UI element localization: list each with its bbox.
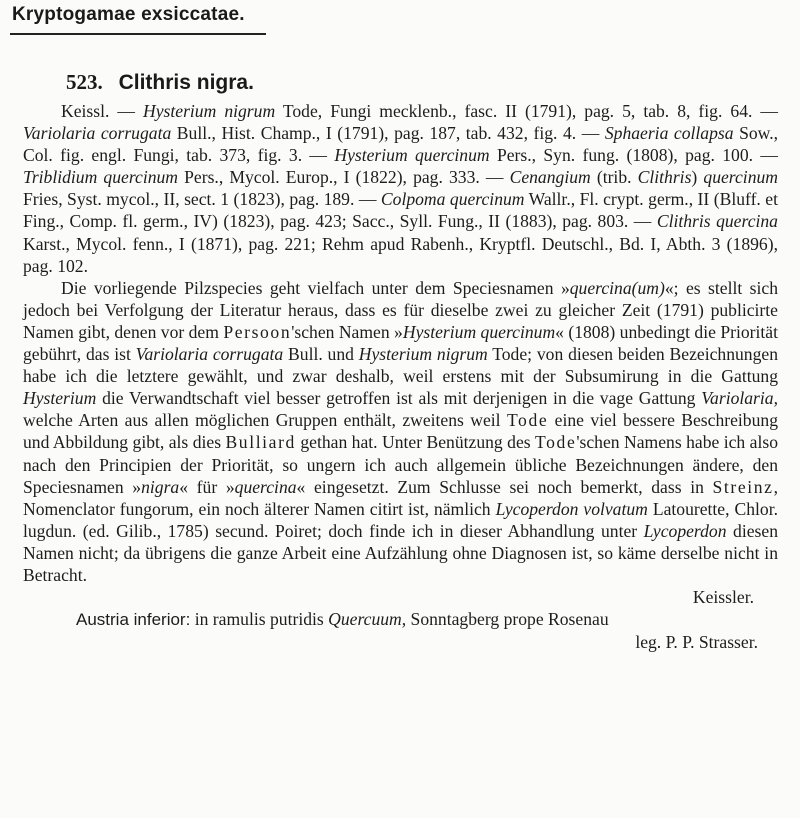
italic-taxon-run: Sphaeria collapsa [604, 123, 734, 144]
page-header: Kryptogamae exsiccatae. [12, 4, 245, 25]
text-run: Tode, Fungi mecklenb., fasc. II (1791), pag. 5, tab. 8, fig. 64. — [275, 101, 778, 121]
discussion-paragraph [23, 277, 778, 586]
italic-taxon-run: Lycoperdon [643, 520, 727, 541]
text-run: die Verwandtschaft viel besser getroffen ist als mit derjenigen in die vage Gattung [96, 388, 702, 409]
text-run: Fries, Syst. mycol., II, sect. 1 (1823), pag. 189. — [23, 189, 381, 210]
text-run: Bull., Hist. Champ., I (1791), pag. 187, tab. 432, fig. 4. — [171, 123, 605, 144]
italic-taxon-run: quercina [234, 476, 297, 497]
text-run: Die vorliegende Pilzspecies geht vielfach unter dem Speciesnamen » [61, 277, 570, 298]
text-run: Bull. und [283, 344, 359, 365]
italic-taxon-run: Variolaria, [701, 388, 778, 409]
species-name: Clithris nigra. [118, 71, 254, 94]
entry-body [23, 100, 778, 653]
text-run: Keissl. — [61, 101, 144, 121]
text-run: «; es stellt sich jedoch bei Verfolgung der Literatur heraus, dass es für dieselbe zwei zu gleicher Zeit (1791) publicirte Namen gibt, denen vor dem [23, 277, 778, 342]
spaced-name-run: Persoon [223, 321, 292, 342]
text-run: « eingesetzt. Zum Schlusse sei noch bemerkt, dass in [296, 476, 713, 497]
italic-taxon-run: Variolaria corrugata [23, 123, 172, 144]
spaced-name-run: Tode [506, 410, 549, 431]
italic-taxon-run: Hysterium nigrum [143, 101, 276, 121]
spaced-name-run: Bulliard [225, 432, 296, 453]
italic-taxon-run: Lycoperdon volvatum [495, 498, 648, 519]
synonymy-paragraph [23, 100, 778, 277]
text-run: Karst., Mycol. fenn., I (1871), pag. 221; Rehm apud Rabenh., Kryptfl. Deutschl., Bd. I, Abth. 3 (1896), pag. 102. [23, 233, 778, 276]
italic-taxon-run: nigra [141, 476, 180, 497]
locality-line [23, 608, 778, 631]
italic-taxon-run: Variolaria corrugata [135, 344, 284, 365]
locality-text-a: in ramulis putridis [190, 609, 329, 630]
text-run: Wallr., Fl. crypt. germ., II (Bluff. et Fing., Comp. fl. germ., IV) (1823), pag. 423; Sacc., Syll. Fung., II (1883), pag. 803. — [23, 189, 778, 232]
text-run: Sow., Col. fig. engl. Fungi, tab. 373, fig. 3. — [23, 123, 779, 166]
text-run: Latourette, Chlor. lugdun. (ed. Gilib., 1785) secund. Poiret; doch finde ich in dieser Abhandlung unter [23, 498, 778, 541]
text-run: 'schen Namen » [291, 321, 403, 342]
text-run: « (1808) unbedingt die Priorität gebührt, das ist [23, 321, 778, 365]
locality-text-c: Sonntagberg prope Rosenau [406, 609, 609, 630]
locality-label: Austria inferior: [76, 610, 191, 630]
italic-taxon-run: Cenangium [509, 167, 591, 188]
italic-taxon-run: Hysterium quercinum [402, 321, 556, 342]
italic-taxon-run: Hysterium [23, 388, 97, 409]
italic-taxon-run: Hysterium nigrum [358, 344, 488, 365]
entry-number: 523. [66, 70, 103, 94]
text-run: (trib. [590, 167, 638, 188]
italic-taxon-run: Hysterium quercinum [334, 145, 490, 166]
text-run: welche Arten aus allen möglichen Gruppen enthält, zweitens weil [23, 410, 507, 431]
italic-taxon-run: Clithris [637, 167, 692, 188]
spaced-name-run: Tode [535, 432, 577, 453]
text-run: Pers., Syn. fung. (1808), pag. 100. — [489, 145, 778, 166]
text-run: ) [691, 167, 704, 188]
italic-taxon-run: Clithris quercina [656, 211, 778, 232]
entry-title [66, 70, 254, 95]
text-run: 'schen Namens habe ich also nach den Principien der Priorität, so ungern ich auch allgemein übliche Bezeichnungen ändere, den Speciesnamen » [23, 432, 778, 497]
author-signature: Keissler. [692, 587, 754, 608]
italic-taxon-run: quercina(um) [569, 277, 665, 298]
text-run: diesen Namen nicht; da übrigens die ganze Arbeit eine Aufzählung ohne Diagnosen ist, so käme derselbe nicht in Betracht. [23, 520, 778, 585]
header-rule [10, 33, 266, 35]
text-run: Tode; von diesen beiden Bezeichnungen habe ich die letztere gewählt, und zwar deshalb, weil erstens mit der Subsumirung in die Gattung [23, 344, 778, 387]
text-run: , Nomenclator fungorum, ein noch älterer Namen citirt ist, nämlich [23, 476, 778, 519]
italic-taxon-run: Triblidium quercinum [23, 167, 179, 188]
text-run: gethan hat. Unter Benützung des [295, 432, 536, 453]
collector-line: leg. P. P. Strasser. [635, 632, 758, 653]
italic-taxon-run: quercinum [703, 167, 778, 188]
text-run: Pers., Mycol. Europ., I (1822), pag. 333. — [178, 167, 510, 188]
text-run: « für » [179, 476, 235, 497]
locality-host: Quercuum, [328, 609, 407, 630]
italic-taxon-run: Colpoma quercinum [380, 189, 525, 210]
spaced-name-run: Streinz [712, 476, 774, 497]
text-run: eine viel bessere Beschreibung und Abbildung gibt, als dies [23, 410, 778, 453]
